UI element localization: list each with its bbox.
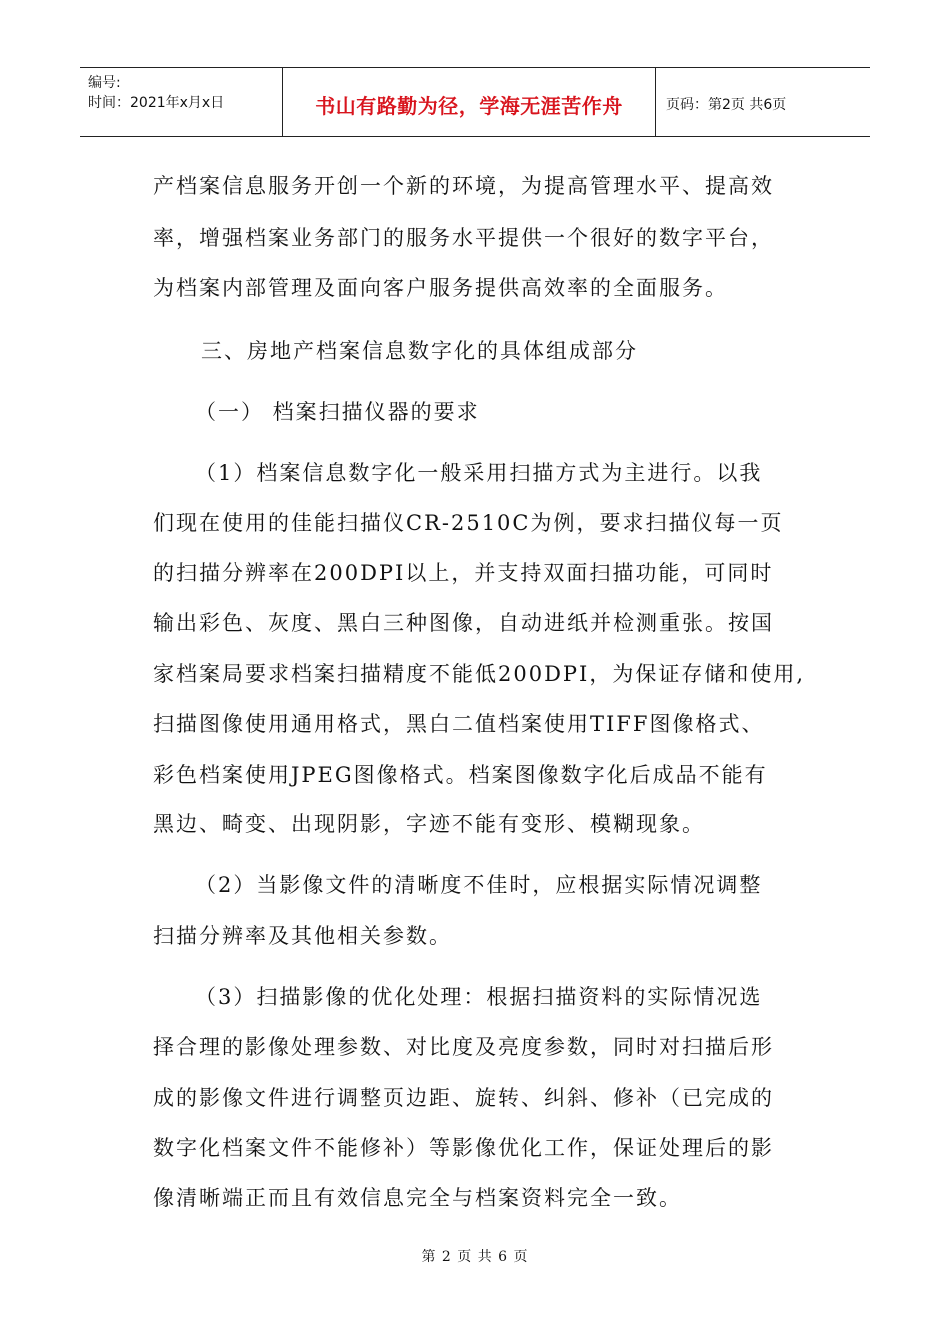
section-heading: 三、房地产档案信息数字化的具体组成部分 [201,339,638,363]
header-motto: 书山有路勤为径，学海无涯苦作舟 [283,68,656,136]
body-line: 的扫描分辨率在200DPI以上，并支持双面扫描功能，可同时 [153,561,774,585]
paragraph-first-line: （1）档案信息数字化一般采用扫描方式为主进行。以我 [195,461,763,485]
body-line: 数字化档案文件不能修补）等影像优化工作，保证处理后的影 [153,1136,774,1160]
document-time: 时间：2021年x月x日 [88,95,225,111]
page-footer: 第 2 页 共 6 页 [421,1249,529,1265]
body-line: 们现在使用的佳能扫描仪CR-2510C为例，要求扫描仪每一页 [153,511,784,535]
body-line: 产档案信息服务开创一个新的环境，为提高管理水平、提高效 [153,174,774,198]
subsection-heading: （一） 档案扫描仪器的要求 [195,400,480,424]
document-number-label: 编号: [88,75,121,91]
page-header [80,67,870,137]
body-line: 扫描图像使用通用格式，黑白二值档案使用TIFF图像格式、 [153,712,765,736]
body-line: 像清晰端正而且有效信息完全与档案资料完全一致。 [153,1186,682,1210]
header-page-info: 页码：第2页 共6页 [666,97,787,113]
body-line: 黑边、畸变、出现阴影，字迹不能有变形、模糊现象。 [153,812,705,836]
body-line: 彩色档案使用JPEG图像格式。档案图像数字化后成品不能有 [153,763,768,787]
body-line: 率，增强档案业务部门的服务水平提供一个很好的数字平台， [153,226,774,250]
body-line: 家档案局要求档案扫描精度不能低200DPI，为保证存储和使用, [153,662,806,686]
paragraph-first-line: （3）扫描影像的优化处理：根据扫描资料的实际情况选 [195,985,763,1009]
body-line: 扫描分辨率及其他相关参数。 [153,924,452,948]
body-line: 为档案内部管理及面向客户服务提供高效率的全面服务。 [153,276,728,300]
body-line: 输出彩色、灰度、黑白三种图像，自动进纸并检测重张。按国 [153,611,774,635]
paragraph-first-line: （2）当影像文件的清晰度不佳时，应根据实际情况调整 [195,873,763,897]
body-line: 择合理的影像处理参数、对比度及亮度参数，同时对扫描后形 [153,1035,774,1059]
body-line: 成的影像文件进行调整页边距、旋转、纠斜、修补（已完成的 [153,1086,774,1110]
header-meta [80,68,283,136]
